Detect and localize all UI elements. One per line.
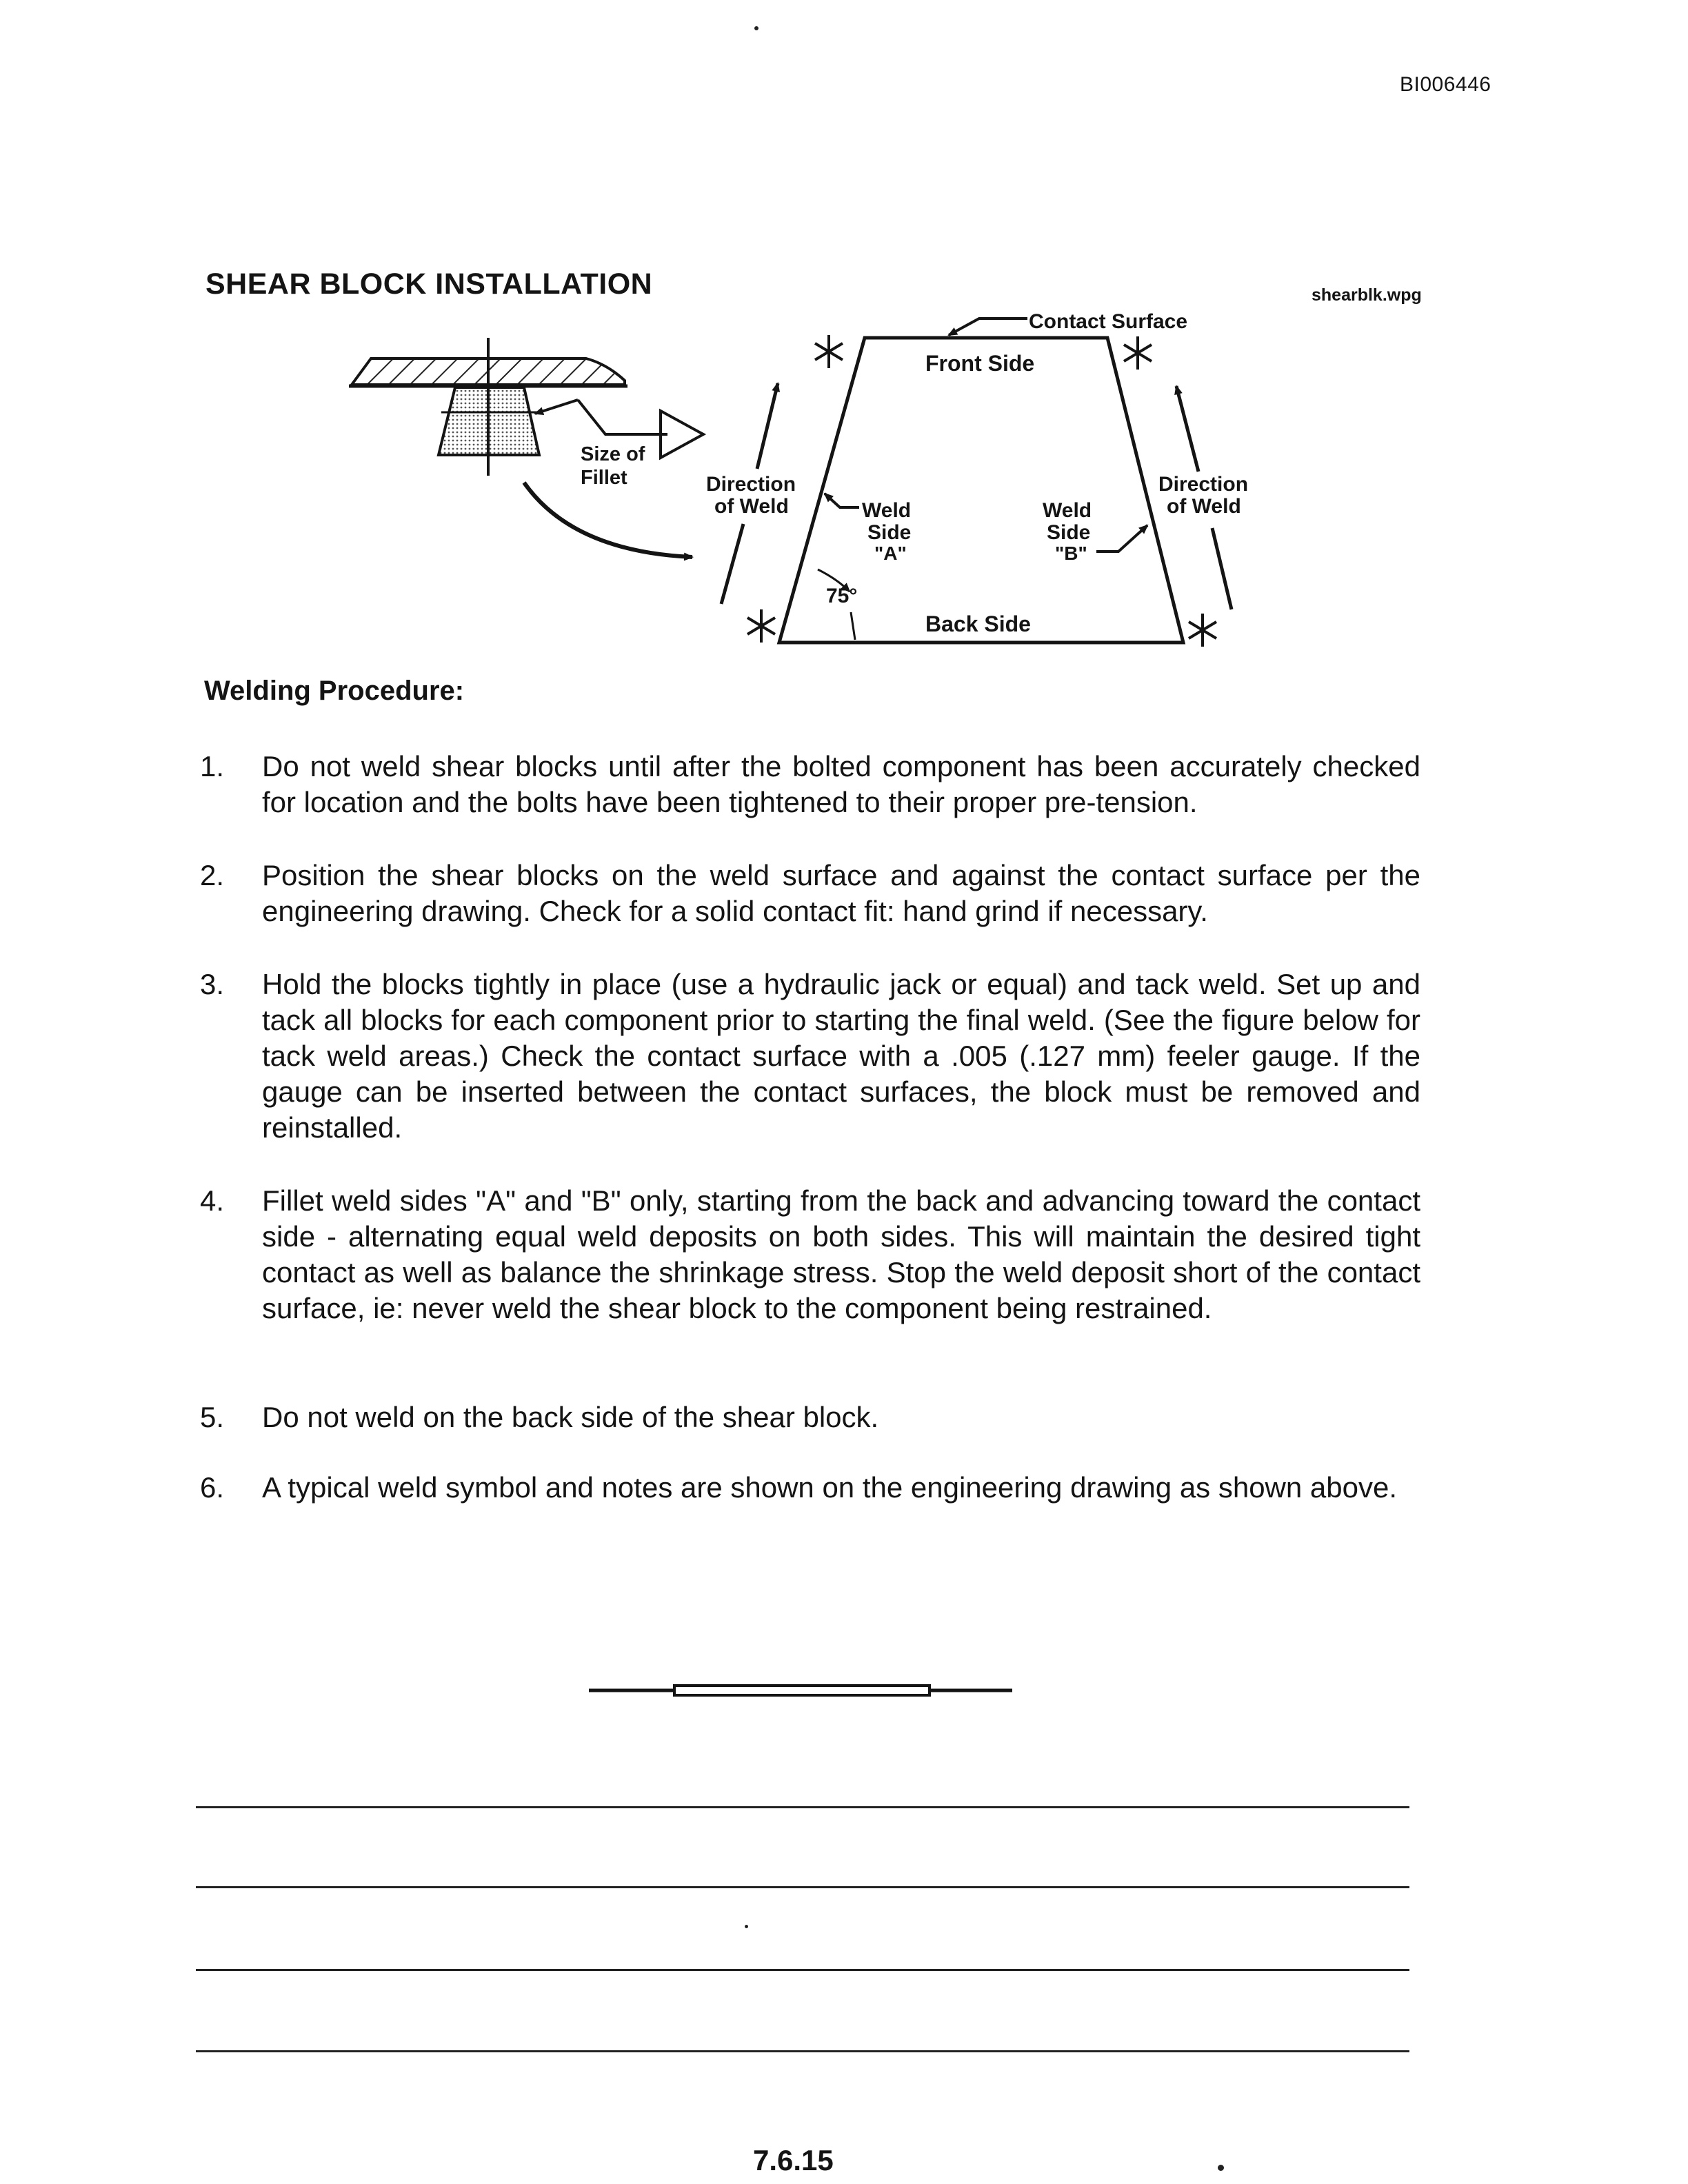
- direction-of-weld-a-label-2: of Weld: [714, 495, 789, 518]
- step-number: 2.: [200, 859, 225, 891]
- weld-side-a-side: Side: [867, 521, 912, 544]
- page-number: 7.6.15: [753, 2144, 834, 2176]
- weld-side-b-callout: [1043, 499, 1147, 564]
- step-number: 3.: [200, 968, 225, 1000]
- speck: [745, 1925, 748, 1928]
- step-text: Do not weld shear blocks until after the bolted component has been accurately checked for location and the bolts have been tightened to their proper pre-tension.: [262, 750, 1420, 818]
- blank-rule-line: [196, 1969, 1409, 1971]
- speck: [754, 26, 758, 30]
- front-side-label: Front Side: [925, 351, 1035, 376]
- contact-surface-callout: [949, 310, 1187, 335]
- weld-side-b-side: Side: [1047, 521, 1091, 544]
- page-title: SHEAR BLOCK INSTALLATION: [205, 267, 653, 301]
- weld-direction-b: [1158, 386, 1248, 609]
- weld-side-a-letter: "A": [874, 543, 907, 564]
- step-text: Position the shear blocks on the weld surface and against the contact surface per the engineering drawing. Check for a solid contact fit: hand grind if necessary.: [262, 859, 1420, 927]
- step-text: Hold the blocks tightly in place (use a hydraulic jack or equal) and tack weld. Set up and tack all blocks for each component prior to starting the final weld. (See the figure below for tack weld areas.) Check the contact surface with a .005 (.127 mm) feeler gauge. If the gauge can be inserted between the contact surfaces, the block must be removed and reinstalled.: [262, 968, 1420, 1144]
- tack-weld-asterisk-bottom-left: [747, 609, 775, 643]
- speck: [1218, 2165, 1224, 2171]
- weld-side-a-callout: [825, 494, 911, 564]
- direction-of-weld-a-label: Direction: [706, 473, 796, 496]
- tack-weld-asterisk-bottom-right: [1189, 614, 1216, 647]
- blank-rule-line: [196, 2050, 1409, 2052]
- angle-label: 75°: [826, 585, 858, 607]
- shear-block-diagram: [0, 0, 1688, 689]
- curved-arrow: [524, 483, 692, 557]
- weld-side-b-label: Weld: [1043, 499, 1092, 522]
- tack-weld-asterisk-top-right: [1124, 336, 1152, 370]
- step-number: 5.: [200, 1401, 225, 1433]
- step-text: A typical weld symbol and notes are shown on the engineering drawing as shown above.: [262, 1471, 1398, 1504]
- weld-direction-a: [706, 383, 796, 604]
- blank-rule-line: [196, 1806, 1409, 1808]
- tack-weld-asterisk-top-left: [815, 335, 843, 368]
- step-number: 1.: [200, 750, 225, 782]
- contact-surface-label: Contact Surface: [1029, 310, 1188, 333]
- weld-side-b-letter: "B": [1055, 543, 1087, 564]
- blank-rule-line: [196, 1886, 1409, 1888]
- angle-marker: [818, 569, 857, 640]
- size-of-label: Size of: [581, 443, 645, 465]
- step-number: 6.: [200, 1471, 225, 1504]
- procedure-heading: Welding Procedure:: [204, 676, 465, 706]
- figure-filename: shearblk.wpg: [1312, 285, 1422, 305]
- direction-of-weld-b-label: Direction: [1158, 473, 1249, 496]
- weld-side-a-label: Weld: [862, 499, 912, 522]
- step-text: Do not weld on the back side of the shear block.: [262, 1401, 879, 1433]
- fillet-label: Fillet: [581, 467, 627, 489]
- step-number: 4.: [200, 1184, 225, 1217]
- direction-of-weld-b-label-2: of Weld: [1167, 495, 1241, 518]
- fillet-size-label: [581, 443, 645, 489]
- document-id: BI006446: [1400, 73, 1491, 96]
- back-side-label: Back Side: [925, 611, 1031, 636]
- section-separator: [586, 1677, 1014, 1704]
- step-text: Fillet weld sides "A" and "B" only, starting from the back and advancing toward the contact side - alternating equal weld deposits on both sides. This will maintain the desired tight contact as well as balance the shrinkage stress. Stop the weld deposit short of the contact surface, ie: never weld the shear block to the component being restrained.: [262, 1184, 1420, 1324]
